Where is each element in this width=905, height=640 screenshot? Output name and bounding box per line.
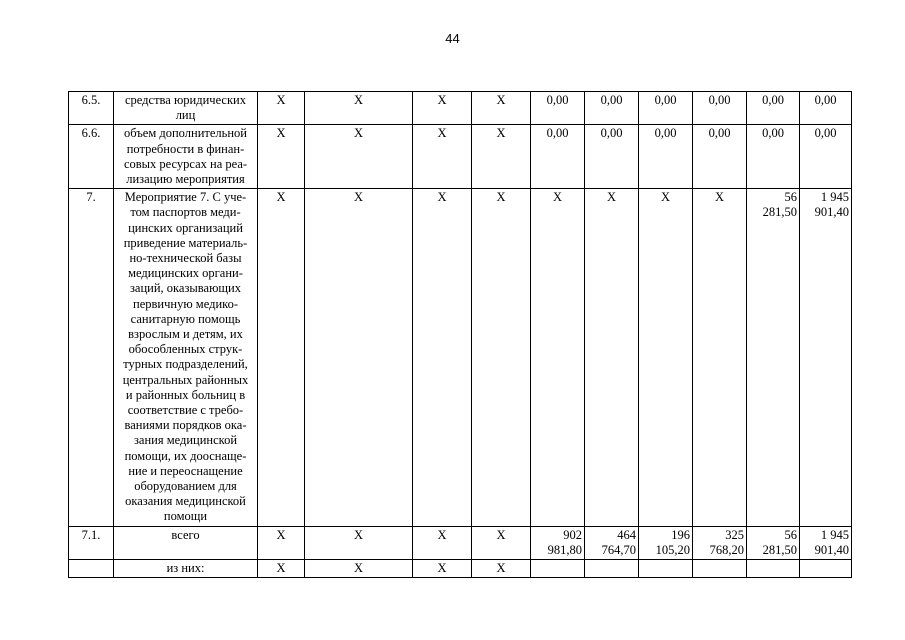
value-cell bbox=[693, 189, 747, 526]
value-line: 902 bbox=[563, 527, 582, 542]
value-cell bbox=[585, 526, 639, 559]
row-name-line: первичную медико- bbox=[133, 296, 238, 311]
budget-table bbox=[68, 91, 852, 578]
row-name-line: том паспортов меди- bbox=[130, 205, 241, 220]
row-name-line: и районных больниц в bbox=[125, 387, 246, 402]
row-name-line: но-технической базы bbox=[129, 251, 242, 266]
row-name-line: Мероприятие 7. С уче- bbox=[124, 190, 247, 205]
row-name-cell bbox=[114, 92, 258, 125]
table-row bbox=[69, 189, 852, 526]
row-name-line: обособленных струк- bbox=[128, 342, 243, 357]
x-mark-cell: Х bbox=[258, 560, 305, 578]
value-cell bbox=[639, 526, 693, 559]
table-row bbox=[69, 560, 852, 578]
value-line: 0,00 bbox=[600, 126, 623, 141]
value-cell bbox=[800, 125, 852, 189]
value-cell bbox=[639, 189, 693, 526]
value-line: 0,00 bbox=[762, 126, 784, 141]
row-name-line: лизацию мероприятия bbox=[126, 172, 245, 187]
value-cell bbox=[800, 526, 852, 559]
x-mark-cell: Х bbox=[472, 560, 531, 578]
value-line: 0,00 bbox=[600, 93, 623, 107]
x-mark-cell: Х bbox=[258, 125, 305, 189]
value-line: Х bbox=[552, 190, 563, 205]
row-name-line: совых ресурсах на реа- bbox=[123, 156, 248, 171]
value-cell bbox=[747, 125, 800, 189]
row-name-line: всего bbox=[171, 527, 200, 542]
x-mark-cell: Х bbox=[413, 92, 472, 125]
row-name-line: санитарную помощь bbox=[130, 311, 241, 326]
value-cell bbox=[639, 560, 693, 578]
x-mark-cell: Х bbox=[258, 526, 305, 559]
value-line: 901,40 bbox=[814, 542, 849, 557]
x-mark-cell: Х bbox=[472, 526, 531, 559]
value-line: 56 bbox=[784, 190, 797, 205]
row-name-line: потребности в финан- bbox=[126, 141, 245, 156]
x-mark-cell: Х bbox=[305, 526, 413, 559]
x-mark-cell: Х bbox=[305, 125, 413, 189]
table-row bbox=[69, 526, 852, 559]
value-line: 281,50 bbox=[762, 542, 797, 557]
value-line: 0,00 bbox=[654, 93, 677, 107]
value-line: 105,20 bbox=[655, 542, 690, 557]
row-name-line: из них: bbox=[166, 561, 205, 576]
x-mark-cell: Х bbox=[258, 92, 305, 125]
row-name-line: оборудованием для bbox=[134, 479, 237, 494]
value-cell bbox=[800, 92, 852, 125]
row-name-line: ние и переоснащение bbox=[128, 463, 243, 478]
value-line: Х bbox=[714, 190, 725, 205]
x-mark-cell: Х bbox=[413, 560, 472, 578]
row-number-cell: 6.6. bbox=[69, 125, 114, 189]
row-name-line: средства юридических bbox=[125, 93, 246, 107]
value-cell bbox=[531, 560, 585, 578]
value-cell bbox=[693, 92, 747, 125]
row-name-line: объем дополнительной bbox=[124, 126, 247, 141]
value-cell bbox=[531, 526, 585, 559]
value-cell bbox=[747, 92, 800, 125]
value-cell bbox=[747, 526, 800, 559]
value-cell bbox=[693, 526, 747, 559]
row-name-line: заций, оказывающих bbox=[129, 281, 241, 296]
value-cell bbox=[747, 189, 800, 526]
row-name-line: ваниями порядков ока- bbox=[124, 418, 247, 433]
row-name-line: турных подразделений, bbox=[123, 357, 248, 372]
x-mark-cell: Х bbox=[472, 189, 531, 526]
x-mark-cell: Х bbox=[305, 92, 413, 125]
value-line: 0,00 bbox=[708, 93, 731, 107]
row-name-cell bbox=[114, 526, 258, 559]
value-line: 0,00 bbox=[708, 126, 731, 141]
value-line: Х bbox=[660, 190, 671, 205]
row-name-line: помощи bbox=[163, 509, 208, 524]
value-cell bbox=[585, 189, 639, 526]
row-name-line: помощи, их дооснаще- bbox=[124, 448, 247, 463]
value-line: 0,00 bbox=[814, 93, 837, 107]
x-mark-cell: Х bbox=[305, 189, 413, 526]
value-cell bbox=[585, 125, 639, 189]
value-cell bbox=[693, 560, 747, 578]
value-cell bbox=[693, 125, 747, 189]
row-name-line: зания медицинской bbox=[133, 433, 238, 448]
value-line: 56 bbox=[784, 527, 797, 542]
row-name-cell bbox=[114, 189, 258, 526]
value-line: 0,00 bbox=[546, 93, 569, 107]
row-number-cell: 7. bbox=[69, 189, 114, 526]
value-cell bbox=[639, 125, 693, 189]
value-line: 1 945 bbox=[820, 527, 849, 542]
row-name-line: лиц bbox=[175, 108, 196, 123]
value-cell bbox=[800, 189, 852, 526]
row-number-cell bbox=[69, 560, 114, 578]
value-line: 981,80 bbox=[547, 542, 582, 557]
value-line: 0,00 bbox=[762, 93, 784, 107]
x-mark-cell: Х bbox=[413, 125, 472, 189]
value-cell bbox=[800, 560, 852, 578]
value-cell bbox=[531, 189, 585, 526]
value-line: 1 945 bbox=[820, 190, 849, 205]
value-line: 0,00 bbox=[546, 126, 569, 141]
row-name-line: оказания медицинской bbox=[125, 494, 246, 509]
value-cell bbox=[585, 92, 639, 125]
x-mark-cell: Х bbox=[472, 125, 531, 189]
value-line: 768,20 bbox=[709, 542, 744, 557]
value-line: 0,00 bbox=[654, 126, 677, 141]
row-number-cell: 7.1. bbox=[69, 526, 114, 559]
table-body bbox=[69, 92, 852, 578]
value-cell bbox=[639, 92, 693, 125]
value-cell bbox=[531, 92, 585, 125]
row-name-line: цинских организаций bbox=[128, 220, 243, 235]
value-line: 281,50 bbox=[762, 205, 797, 220]
value-cell bbox=[585, 560, 639, 578]
row-name-line: взрослым и детям, их bbox=[128, 327, 243, 342]
value-line: Х bbox=[606, 190, 617, 205]
x-mark-cell: Х bbox=[413, 189, 472, 526]
row-name-line: соответствие с требо- bbox=[127, 403, 244, 418]
row-name-line: центральных районных bbox=[122, 372, 249, 387]
value-line: 325 bbox=[725, 527, 744, 542]
value-cell bbox=[747, 560, 800, 578]
page-number: 44 bbox=[445, 31, 460, 46]
x-mark-cell: Х bbox=[258, 189, 305, 526]
value-line: 901,40 bbox=[814, 205, 849, 220]
row-name-line: приведение материаль- bbox=[123, 235, 248, 250]
value-line: 764,70 bbox=[601, 542, 636, 557]
row-number-cell: 6.5. bbox=[69, 92, 114, 125]
table-row bbox=[69, 125, 852, 189]
table-row bbox=[69, 92, 852, 125]
row-name-cell bbox=[114, 125, 258, 189]
row-name-cell bbox=[114, 560, 258, 578]
x-mark-cell: Х bbox=[413, 526, 472, 559]
x-mark-cell: Х bbox=[305, 560, 413, 578]
value-line: 464 bbox=[617, 527, 636, 542]
value-cell bbox=[531, 125, 585, 189]
value-line: 196 bbox=[671, 527, 690, 542]
row-name-line: медицинских органи- bbox=[128, 266, 243, 281]
x-mark-cell: Х bbox=[472, 92, 531, 125]
value-line: 0,00 bbox=[814, 126, 837, 141]
